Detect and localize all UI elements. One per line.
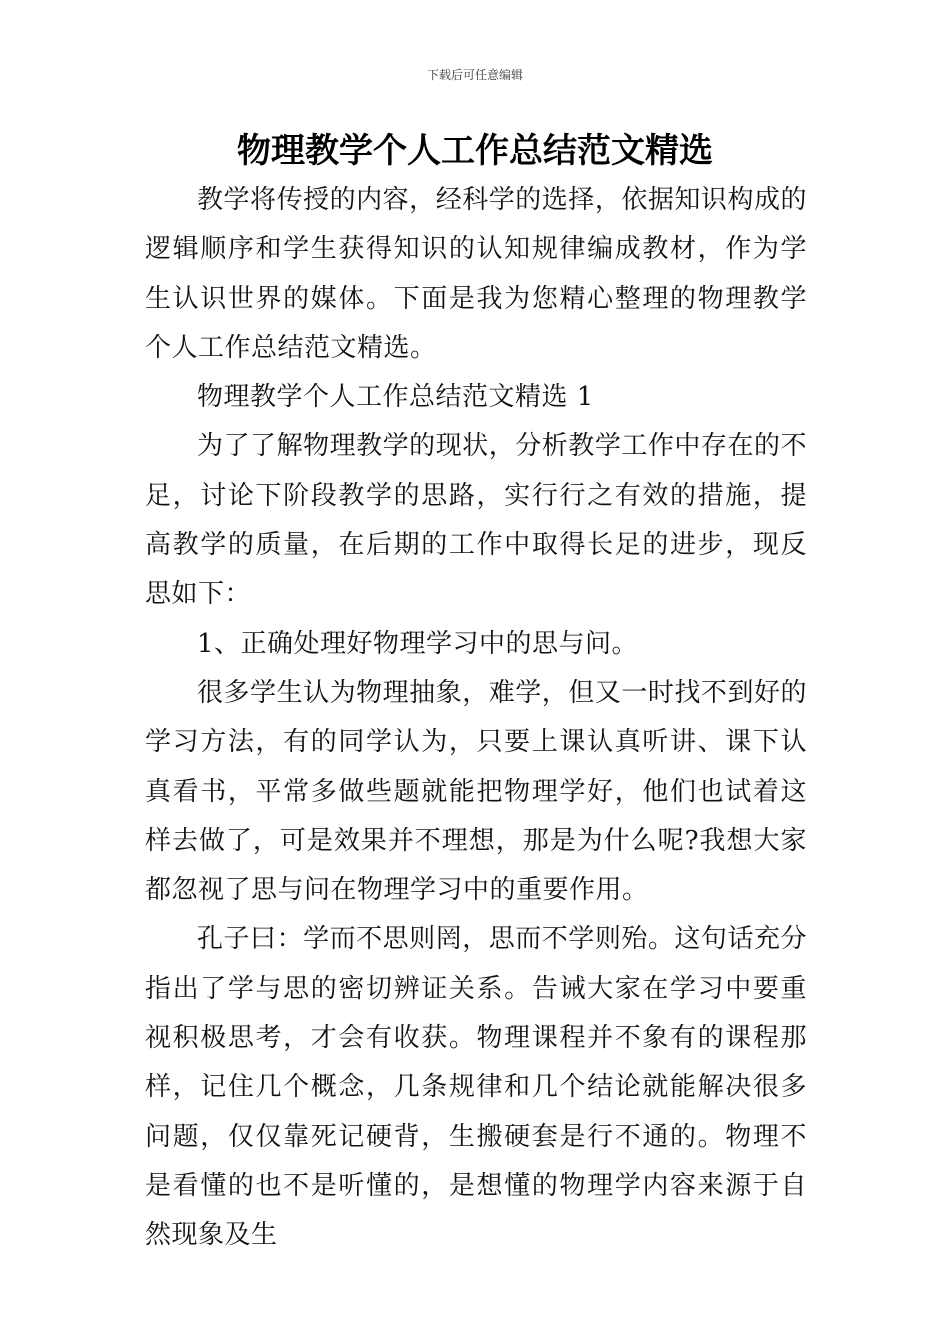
document-title: 物理教学个人工作总结范文精选	[237, 131, 713, 171]
paragraph: 孔子曰：学而不思则罔，思而不学则殆。这句话充分指出了学与思的密切辨证关系。告诫大家在学习中要重视积极思考，才会有收获。物理课程并不象有的课程那样，记住几个概念，几条规律和几个结论就能解决很多问题，仅仅靠死记硬背，生搬硬套是行不通的。物理不是看懂的也不是听懂的，是想懂的物理学内容来源于自然现象及生	[145, 924, 807, 1251]
document-body	[145, 176, 807, 1261]
section-heading: 物理教学个人工作总结范文精选 1	[197, 382, 594, 413]
paragraph-intro: 教学将传授的内容，经科学的选择，依据知识构成的逻辑顺序和学生获得知识的认知规律编成教材，作为学生认识世界的媒体。下面是我为您精心整理的物理教学个人工作总结范文精选。	[145, 185, 807, 363]
paragraph: 为了了解物理教学的现状，分析教学工作中存在的不足，讨论下阶段教学的思路，实行行之有效的措施，提高教学的质量，在后期的工作中取得长足的进步，现反思如下：	[145, 431, 807, 610]
list-item-heading: 1、正确处理好物理学习中的思与问。	[197, 628, 639, 659]
header-note: 下载后可任意编辑	[426, 68, 523, 82]
paragraph: 很多学生认为物理抽象，难学，但又一时找不到好的学习方法，有的同学认为，只要上课认真听讲、课下认真看书，平常多做些题就能把物理学好，他们也试着这样去做了，可是效果并不理想，那是为什么呢?我想大家都忽视了思与问在物理学习中的重要作用。	[145, 677, 807, 906]
